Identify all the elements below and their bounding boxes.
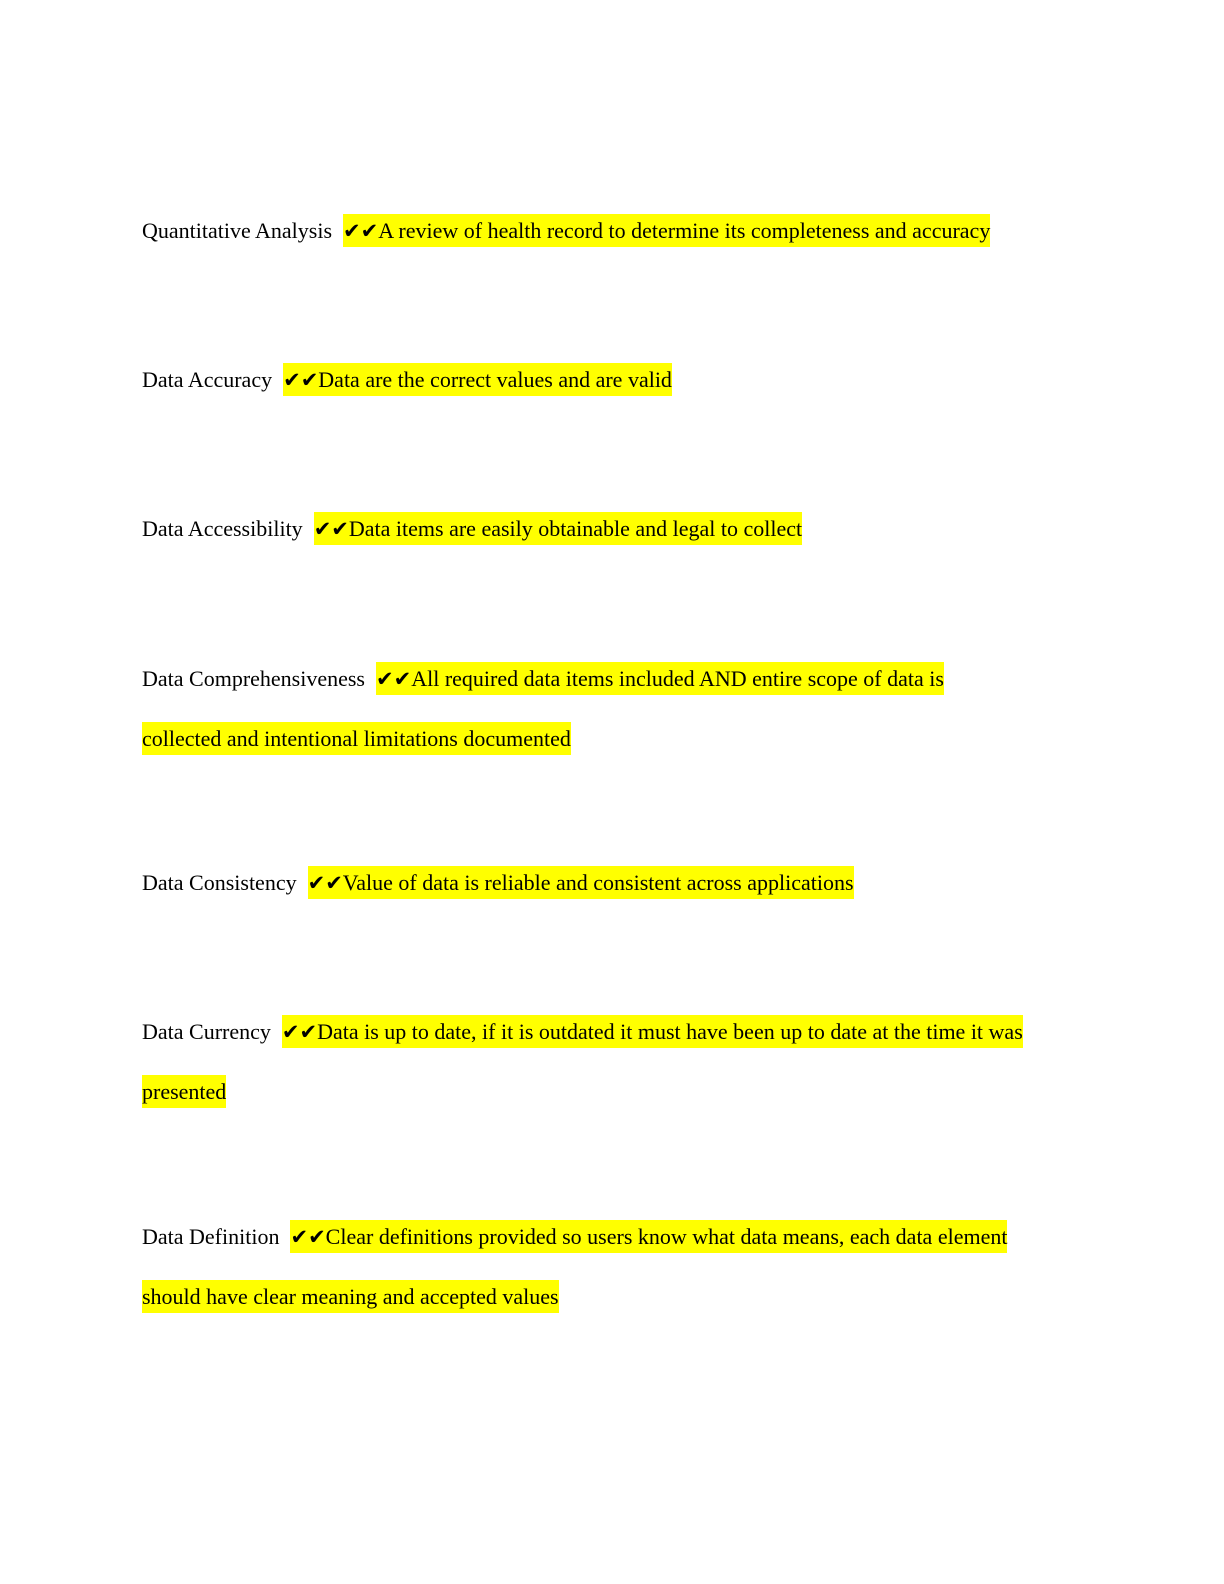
flashcard-entry — [142, 1002, 1062, 1122]
double-check-icon: ✔✔ — [376, 667, 412, 691]
double-check-icon: ✔✔ — [283, 368, 319, 392]
definition: Data items are easily obtainable and legal to collect — [348, 516, 803, 541]
term: Data Consistency — [142, 870, 303, 895]
term: Quantitative Analysis — [142, 218, 338, 243]
double-check-icon: ✔✔ — [281, 1020, 318, 1044]
flashcard-entry — [142, 201, 1082, 261]
highlighted-answer — [314, 512, 802, 545]
definition: Clear definitions provided so users know what data means, each data element should have clear meaning and accepted values — [142, 1224, 1008, 1309]
term: Data Currency — [142, 1019, 277, 1044]
definition: Data is up to date, if it is outdated it must have been up to date at the time it was presented — [142, 1019, 1023, 1104]
flashcard-entry — [142, 1207, 1012, 1327]
term: Data Definition — [142, 1224, 285, 1249]
highlighted-answer — [283, 363, 672, 396]
definition: Data are the correct values and are valid — [318, 367, 672, 392]
definition: A review of health record to determine its completeness and accuracy — [378, 218, 991, 243]
definition: Value of data is reliable and consistent across applications — [342, 870, 854, 895]
flashcard-entry — [142, 499, 1082, 559]
double-check-icon: ✔✔ — [290, 1225, 326, 1249]
highlighted-answer — [343, 214, 990, 247]
term: Data Accessibility — [142, 516, 309, 541]
highlighted-answer — [308, 866, 854, 899]
flashcard-entry — [142, 853, 1082, 913]
term: Data Comprehensiveness — [142, 666, 371, 691]
double-check-icon: ✔✔ — [307, 871, 343, 895]
double-check-icon: ✔✔ — [313, 517, 349, 541]
term: Data Accuracy — [142, 367, 278, 392]
double-check-icon: ✔✔ — [343, 219, 379, 243]
flashcard-entry — [142, 649, 1022, 769]
definition: All required data items included AND entire scope of data is collected and intentional limitations documented — [142, 666, 944, 751]
flashcard-entry — [142, 350, 1082, 410]
